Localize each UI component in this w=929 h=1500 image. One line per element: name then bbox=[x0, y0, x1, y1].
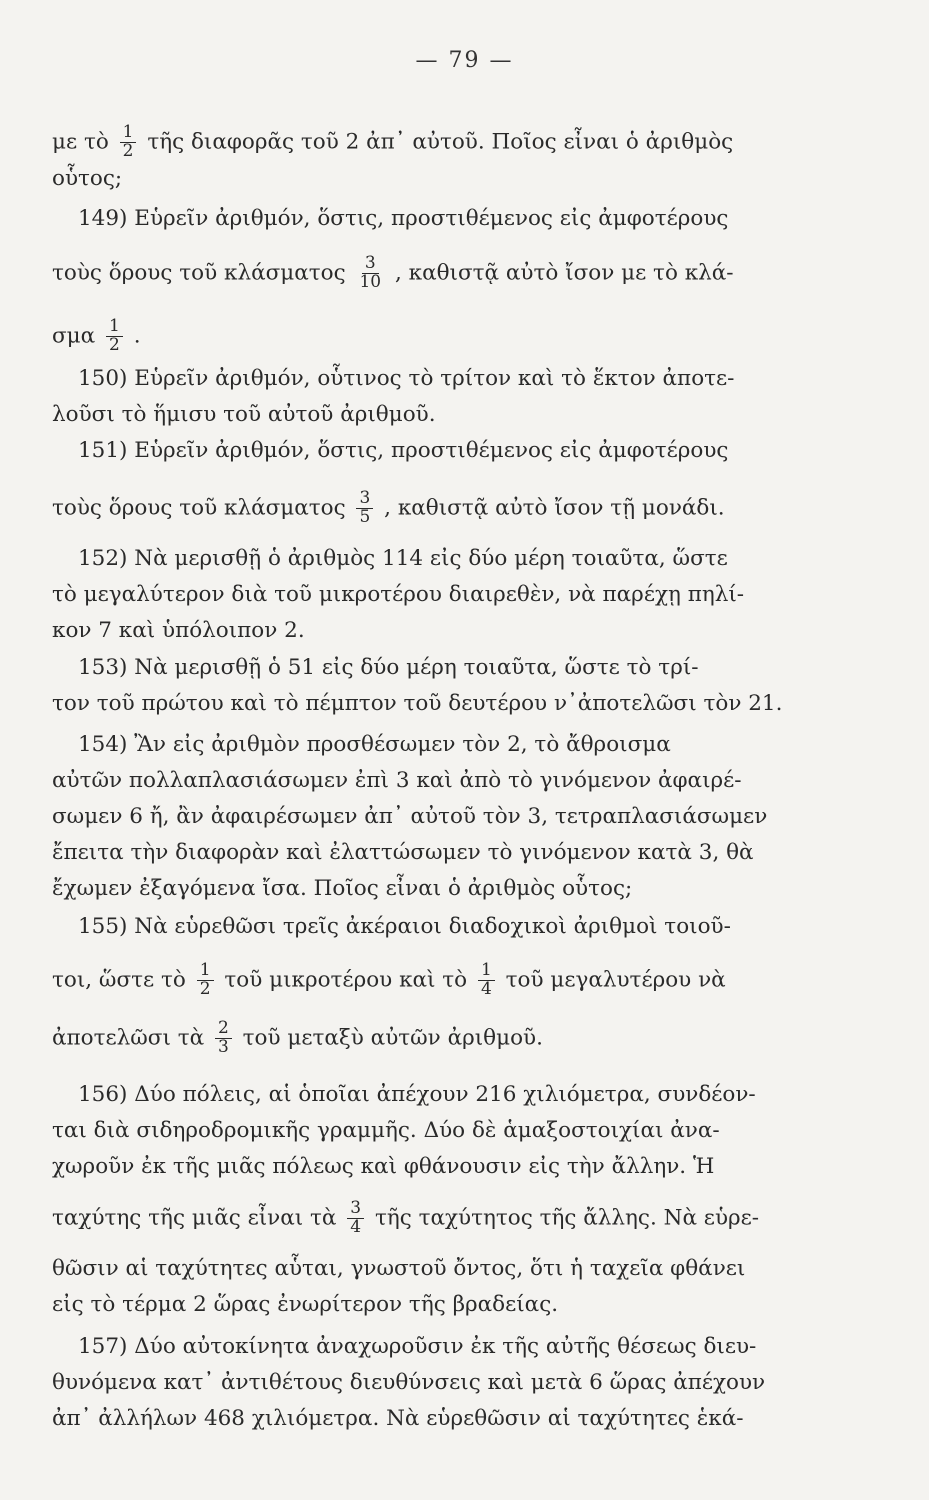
fraction: $\frac{3}{5}$ bbox=[356, 490, 373, 527]
text-line: λοῦσι τὸ ἥμισυ τοῦ αὐτοῦ ἀριθμοῦ. bbox=[52, 402, 436, 427]
text-line bbox=[52, 1020, 812, 1057]
text-line bbox=[52, 962, 812, 999]
line-text: τῆς ταχύτητος τῆς ἄλλης. Νὰ εὑρε- bbox=[374, 1205, 760, 1231]
fraction: $\frac{1}{2}$ bbox=[106, 318, 123, 355]
text-line: 152) Νὰ μερισθῇ ὁ ἀριθμὸς 114 εἰς δύο μέρη τοιαῦτα, ὥστε bbox=[78, 546, 728, 571]
text-line: οὗτος; bbox=[52, 166, 123, 191]
line-text: με τὸ bbox=[52, 129, 109, 155]
text-line: αὐτῶν πολλαπλασιάσωμεν ἐπὶ 3 καὶ ἀπὸ τὸ γινόμενον ἀφαιρέ- bbox=[52, 768, 742, 793]
text-line: τον τοῦ πρώτου καὶ τὸ πέμπτον τοῦ δευτέρου ν᾽ἀποτελῶσι τὸν 21. bbox=[52, 691, 783, 716]
line-text: τοῦ μεταξὺ αὐτῶν ἀριθμοῦ. bbox=[242, 1025, 543, 1051]
fraction: $\frac{3}{10}$ bbox=[359, 253, 382, 292]
line-text: , καθιστᾷ αὐτὸ ἴσον τῇ μονάδι. bbox=[384, 495, 725, 521]
fraction: $\frac{1}{2}$ bbox=[197, 962, 214, 999]
fraction: $\frac{1}{2}$ bbox=[120, 124, 137, 161]
text-line: 153) Νὰ μερισθῇ ὁ 51 εἰς δύο μέρη τοιαῦτα, ὥστε τὸ τρί- bbox=[78, 655, 699, 680]
text-line: 149) Εὑρεῖν ἀριθμόν, ὅστις, προστιθέμενος εἰς ἀμφοτέρους bbox=[78, 206, 729, 231]
line-text: τοὺς ὅρους τοῦ κλάσματος bbox=[52, 495, 346, 521]
line-text: τοῦ μεγαλυτέρου νὰ bbox=[505, 967, 726, 993]
text-line bbox=[52, 1200, 812, 1237]
text-line: χωροῦν ἐκ τῆς μιᾶς πόλεως καὶ φθάνουσιν εἰς τὴν ἄλλην. Ἡ bbox=[52, 1154, 715, 1179]
text-line: ἀπ᾽ ἀλλήλων 468 χιλιόμετρα. Νὰ εὑρεθῶσιν αἱ ταχύτητες ἑκά- bbox=[52, 1406, 744, 1431]
text-line: 154) Ἂν εἰς ἀριθμὸν προσθέσωμεν τὸν 2, τὸ ἄθροισμα bbox=[78, 732, 671, 757]
text-line: 150) Εὑρεῖν ἀριθμόν, οὗτινος τὸ τρίτον καὶ τὸ ἕκτον ἀποτε- bbox=[78, 366, 735, 391]
line-text: ταχύτης τῆς μιᾶς εἶναι τὰ bbox=[52, 1205, 337, 1231]
text-line: ἔχωμεν ἐξαγόμενα ἴσα. Ποῖος εἶναι ὁ ἀριθμὸς οὗτος; bbox=[52, 876, 633, 901]
text-line: κον 7 καὶ ὑπόλοιπον 2. bbox=[52, 618, 305, 643]
fraction: $\frac{2}{3}$ bbox=[215, 1020, 232, 1057]
text-line: τὸ μεγαλύτερον διὰ τοῦ μικροτέρου διαιρεθὲν, νὰ παρέχῃ πηλί- bbox=[52, 582, 745, 607]
text-line: ἔπειτα τὴν διαφορὰν καὶ ἐλαττώσωμεν τὸ γινόμενον κατὰ 3, θὰ bbox=[52, 840, 754, 865]
line-text: , καθιστᾷ αὐτὸ ἴσον με τὸ κλά- bbox=[394, 260, 734, 286]
line-text: . bbox=[133, 323, 141, 349]
line-text: ἀποτελῶσι τὰ bbox=[52, 1025, 205, 1051]
text-line bbox=[52, 318, 812, 355]
text-line: 151) Εὑρεῖν ἀριθμόν, ὅστις, προστιθέμενος εἰς ἀμφοτέρους bbox=[78, 438, 729, 463]
text-line bbox=[52, 490, 812, 527]
fraction: $\frac{3}{4}$ bbox=[347, 1200, 364, 1237]
fraction: $\frac{1}{4}$ bbox=[478, 962, 495, 999]
text-line: θῶσιν αἱ ταχύτητες αὗται, γνωστοῦ ὄντος, ὅτι ἡ ταχεῖα φθάνει bbox=[52, 1256, 746, 1281]
line-text: τοῦ μικροτέρου καὶ τὸ bbox=[224, 967, 468, 993]
text-line: σωμεν 6 ἤ, ἂν ἀφαιρέσωμεν ἀπ᾽ αὐτοῦ τὸν 3, τετραπλασιάσωμεν bbox=[52, 804, 768, 829]
text-line: 157) Δύο αὐτοκίνητα ἀναχωροῦσιν ἐκ τῆς αὐτῆς θέσεως διευ- bbox=[78, 1334, 757, 1359]
text-line: ται διὰ σιδηροδρομικῆς γραμμῆς. Δύο δὲ ἁμαξοστοιχίαι ἀνα- bbox=[52, 1118, 720, 1143]
text-line: εἰς τὸ τέρμα 2 ὥρας ἐνωρίτερον τῆς βραδείας. bbox=[52, 1292, 559, 1317]
text-line: θυνόμενα κατ᾽ ἀντιθέτους διευθύνσεις καὶ μετὰ 6 ὥρας ἀπέχουν bbox=[52, 1370, 766, 1395]
text-line bbox=[52, 255, 812, 292]
text-line: 156) Δύο πόλεις, αἱ ὁποῖαι ἀπέχουν 216 χιλιόμετρα, συνδέον- bbox=[78, 1082, 756, 1107]
page-number: — 79 — bbox=[415, 48, 514, 73]
text-line: 155) Νὰ εὑρεθῶσι τρεῖς ἀκέραιοι διαδοχικοὶ ἀριθμοὶ τοιοῦ- bbox=[78, 914, 731, 939]
line-text: σμα bbox=[52, 323, 96, 349]
line-text: τοι, ὥστε τὸ bbox=[52, 967, 186, 993]
line-text: τῆς διαφορᾶς τοῦ 2 ἀπ᾽ αὐτοῦ. Ποῖος εἶναι ὁ ἀριθμὸς bbox=[147, 129, 734, 155]
text-line bbox=[52, 124, 812, 161]
line-text: τοὺς ὅρους τοῦ κλάσματος bbox=[52, 260, 346, 286]
